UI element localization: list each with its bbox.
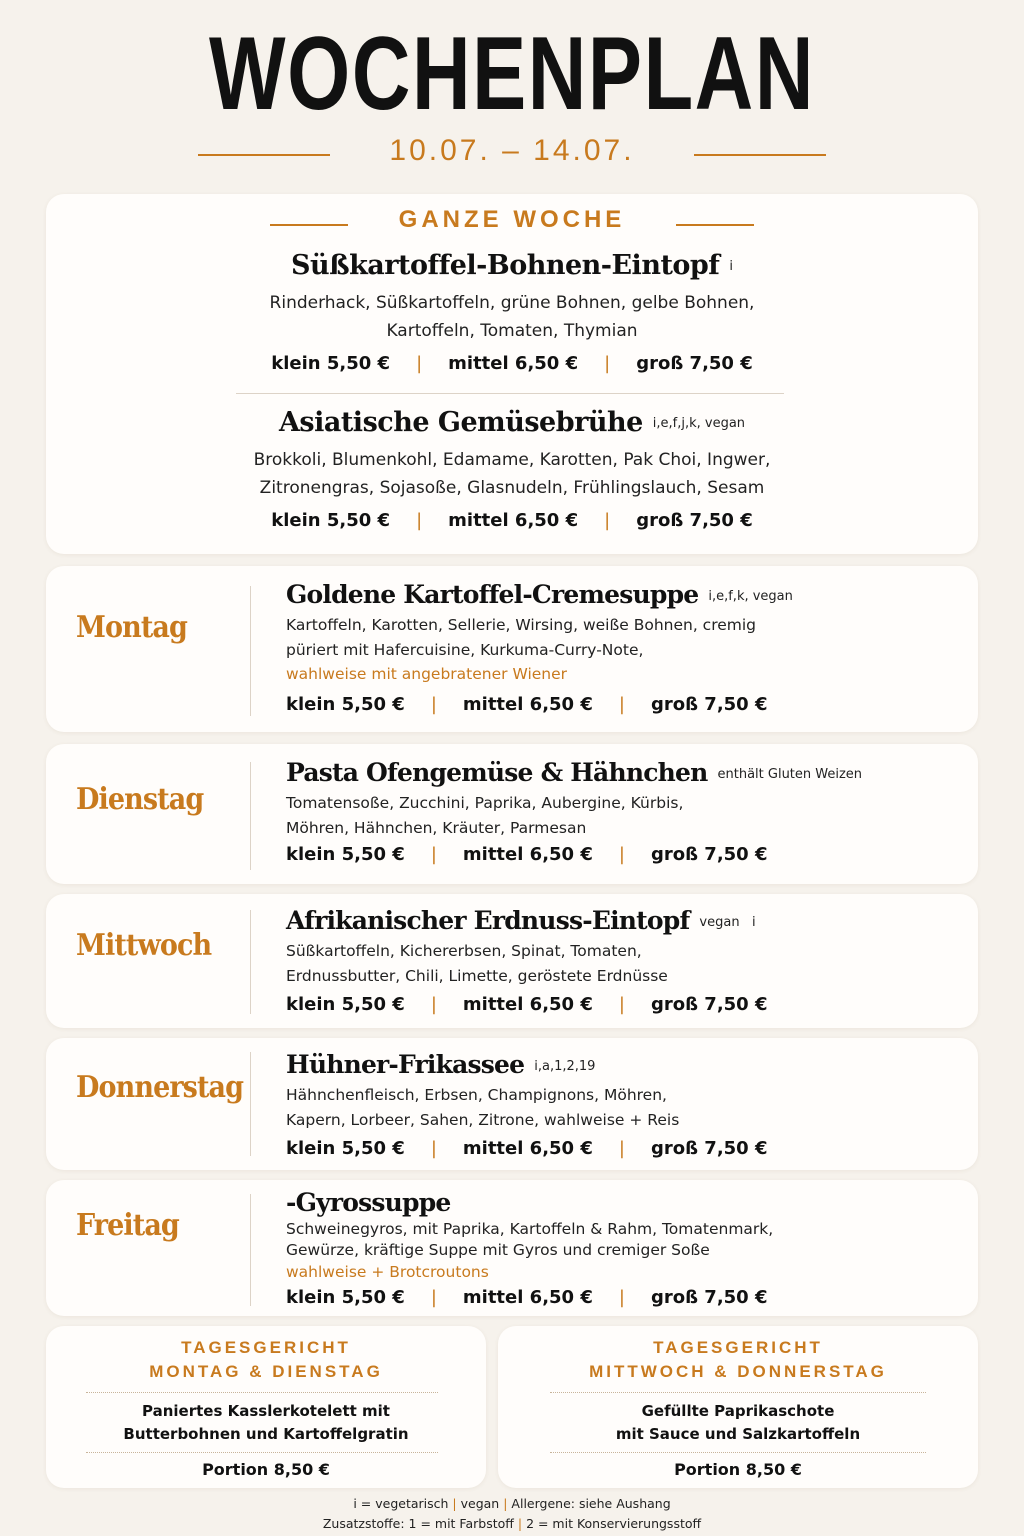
price-small: klein 5,50 € <box>286 694 405 715</box>
dish-description-line: Tomatensoße, Zucchini, Paprika, Aubergine, Kürbis, <box>286 794 684 812</box>
legend-item: i = vegetarisch <box>353 1496 449 1511</box>
day-card-dienstag <box>46 744 978 884</box>
price-separator: | <box>416 510 423 531</box>
daily-dish-line: Paniertes Kasslerkotelett mit <box>142 1402 390 1420</box>
day-dish <box>286 1050 946 1159</box>
price-separator: | <box>618 844 625 865</box>
dish-description-line: Kartoffeln, Tomaten, Thymian <box>386 321 638 341</box>
price-separator: | <box>430 994 437 1015</box>
price-separator: | <box>618 1287 625 1308</box>
day-dish <box>286 758 946 865</box>
day-label: Mittwoch <box>76 928 212 963</box>
price-row <box>286 844 946 865</box>
price-separator: | <box>416 353 423 374</box>
dish-description <box>286 1219 946 1261</box>
price-separator: | <box>604 510 611 531</box>
day-divider <box>250 1052 251 1156</box>
week-label-row <box>46 206 978 236</box>
dish-description-line: Süßkartoffeln, Kichererbsen, Spinat, Tomaten, <box>286 942 642 960</box>
dish-name: Hühner-Frikassee <box>286 1050 525 1079</box>
legend <box>0 1494 1024 1534</box>
day-divider <box>250 1194 251 1306</box>
dish-option: wahlweise + Brotcroutons <box>286 1263 489 1281</box>
daily-heading-line: MONTAG & DIENSTAG <box>149 1362 383 1381</box>
day-card-montag <box>46 566 978 732</box>
legend-item: vegan <box>460 1496 500 1511</box>
dish-name: Süßkartoffel-Bohnen-Eintopf <box>290 250 720 281</box>
dish-name: Pasta Ofengemüse & Hähnchen <box>286 758 708 787</box>
price-separator: | <box>618 994 625 1015</box>
page-title: WOCHENPLAN <box>209 16 815 132</box>
dish-name: Asiatische Gemüsebrühe <box>278 407 643 438</box>
price-small: klein 5,50 € <box>271 510 391 531</box>
date-range: 10.07. – 14.07. <box>389 134 635 167</box>
day-card-donnerstag <box>46 1038 978 1170</box>
day-dish <box>286 580 946 715</box>
price-row <box>46 510 978 531</box>
legend-item: Zusatzstoffe: 1 = mit Farbstoff <box>322 1516 514 1531</box>
daily-heading <box>46 1336 486 1384</box>
day-divider <box>250 910 251 1014</box>
price-row <box>286 1138 946 1159</box>
price-large: groß 7,50 € <box>636 510 753 531</box>
legend-line-1 <box>0 1494 1024 1514</box>
price-medium: mittel 6,50 € <box>448 353 579 374</box>
dish-description-line: püriert mit Hafercuisine, Kurkuma-Curry-Note, <box>286 640 644 659</box>
price-separator: | <box>618 1138 625 1159</box>
price-large: groß 7,50 € <box>650 1287 768 1308</box>
daily-portion: Portion 8,50 € <box>202 1460 330 1479</box>
dish-description-line: Kapern, Lorbeer, Sahen, Zitrone, wahlweise + Reis <box>286 1110 680 1129</box>
price-small: klein 5,50 € <box>286 1287 405 1308</box>
dish-description-line: Rinderhack, Süßkartoffeln, grüne Bohnen, gelbe Bohnen, <box>269 293 755 313</box>
price-medium: mittel 6,50 € <box>462 994 593 1015</box>
daily-dish-line: Gefüllte Paprikaschote <box>641 1402 835 1420</box>
price-small: klein 5,50 € <box>286 994 405 1015</box>
price-separator: | <box>430 694 437 715</box>
day-card-freitag <box>46 1180 978 1316</box>
day-dish <box>286 906 946 1015</box>
dish-tags: i,e,f,j,k, vegan <box>652 416 746 431</box>
day-label: Dienstag <box>76 782 204 817</box>
price-large: groß 7,50 € <box>650 994 768 1015</box>
day-card-mittwoch <box>46 894 978 1028</box>
dotted-divider <box>550 1452 926 1453</box>
price-small: klein 5,50 € <box>271 353 391 374</box>
dish-name: Afrikanischer Erdnuss-Eintopf <box>286 906 690 935</box>
dotted-divider <box>86 1452 438 1453</box>
price-separator: | <box>618 694 625 715</box>
legend-item: 2 = mit Konservierungsstoff <box>526 1516 702 1531</box>
daily-dish-line: Butterbohnen und Kartoffelgratin <box>123 1425 409 1443</box>
price-large: groß 7,50 € <box>650 694 768 715</box>
legend-separator: | <box>517 1516 523 1531</box>
price-row <box>286 694 946 715</box>
dish-description <box>286 939 946 988</box>
price-separator: | <box>430 1138 437 1159</box>
dish-description-line: Zitronengras, Sojasoße, Glasnudeln, Frühlingslauch, Sesam <box>259 478 765 498</box>
dish-option: wahlweise mit angebratener Wiener <box>286 665 568 683</box>
daily-heading-line: TAGESGERICHT <box>181 1338 351 1357</box>
dish-description <box>286 791 946 840</box>
dish-name: -Gyrossuppe <box>286 1188 451 1217</box>
dish-tags: i <box>729 259 734 274</box>
dotted-divider <box>86 1392 438 1393</box>
price-small: klein 5,50 € <box>286 844 405 865</box>
day-divider <box>250 762 251 870</box>
dish-description <box>46 289 978 345</box>
daily-portion: Portion 8,50 € <box>674 1460 802 1479</box>
day-label: Montag <box>76 610 187 645</box>
week-card <box>46 194 978 554</box>
daily-dish <box>46 1400 486 1446</box>
price-medium: mittel 6,50 € <box>462 1138 593 1159</box>
daily-dish <box>498 1400 978 1446</box>
date-divider-right <box>694 154 826 156</box>
dish-description-line: Gewürze, kräftige Suppe mit Gyros und cremiger Soße <box>286 1241 710 1259</box>
daily-heading-line: MITTWOCH & DONNERSTAG <box>589 1362 887 1381</box>
dish-description <box>46 446 978 502</box>
price-separator: | <box>604 353 611 374</box>
day-label: Donnerstag <box>76 1070 244 1105</box>
legend-line-2 <box>0 1514 1024 1534</box>
price-large: groß 7,50 € <box>650 844 768 865</box>
price-large: groß 7,50 € <box>636 353 753 374</box>
dotted-divider <box>550 1392 926 1393</box>
price-row <box>286 1287 946 1308</box>
price-large: groß 7,50 € <box>650 1138 768 1159</box>
day-divider <box>250 586 251 716</box>
price-row <box>46 353 978 374</box>
week-dish <box>46 407 978 531</box>
legend-item: Allergene: siehe Aushang <box>511 1496 671 1511</box>
dish-tags: enthält Gluten Weizen <box>717 767 863 782</box>
week-label: GANZE WOCHE <box>398 206 626 233</box>
dish-description-line: Kartoffeln, Karotten, Sellerie, Wirsing, weiße Bohnen, cremig <box>286 616 757 634</box>
dish-description <box>286 613 946 662</box>
price-medium: mittel 6,50 € <box>462 844 593 865</box>
dish-description-line: Hähnchenfleisch, Erbsen, Champignons, Möhren, <box>286 1086 667 1104</box>
legend-separator: | <box>452 1496 457 1511</box>
day-dish <box>286 1188 946 1308</box>
price-row <box>286 994 946 1015</box>
daily-heading-line: TAGESGERICHT <box>653 1338 823 1357</box>
dish-tags: i,a,1,2,19 <box>534 1059 596 1074</box>
dish-description-line: Schweinegyros, mit Paprika, Kartoffeln & Rahm, Tomatenmark, <box>286 1220 774 1238</box>
dish-tags: vegan i <box>699 915 756 930</box>
dish-description <box>286 1083 946 1132</box>
week-dish <box>46 250 978 374</box>
dish-description-line: Möhren, Hähnchen, Kräuter, Parmesan <box>286 818 587 837</box>
daily-heading <box>498 1336 978 1384</box>
price-medium: mittel 6,50 € <box>462 1287 593 1308</box>
price-medium: mittel 6,50 € <box>448 510 579 531</box>
legend-separator: | <box>503 1496 508 1511</box>
dish-description-line: Erdnussbutter, Chili, Limette, geröstete Erdnüsse <box>286 966 668 985</box>
price-small: klein 5,50 € <box>286 1138 405 1159</box>
price-separator: | <box>430 1287 437 1308</box>
daily-dish-line: mit Sauce und Salzkartoffeln <box>615 1425 861 1443</box>
dish-tags: i,e,f,k, vegan <box>708 589 793 604</box>
date-row <box>0 134 1024 174</box>
price-medium: mittel 6,50 € <box>462 694 593 715</box>
day-label: Freitag <box>76 1208 179 1243</box>
dish-divider <box>236 393 784 394</box>
dish-name: Goldene Kartoffel-Cremesuppe <box>286 580 699 609</box>
dish-description-line: Brokkoli, Blumenkohl, Edamame, Karotten, Pak Choi, Ingwer, <box>253 450 771 470</box>
week-divider-right <box>676 224 754 226</box>
daily-card-mo-di <box>46 1326 486 1488</box>
daily-card-mi-do <box>498 1326 978 1488</box>
price-separator: | <box>430 844 437 865</box>
